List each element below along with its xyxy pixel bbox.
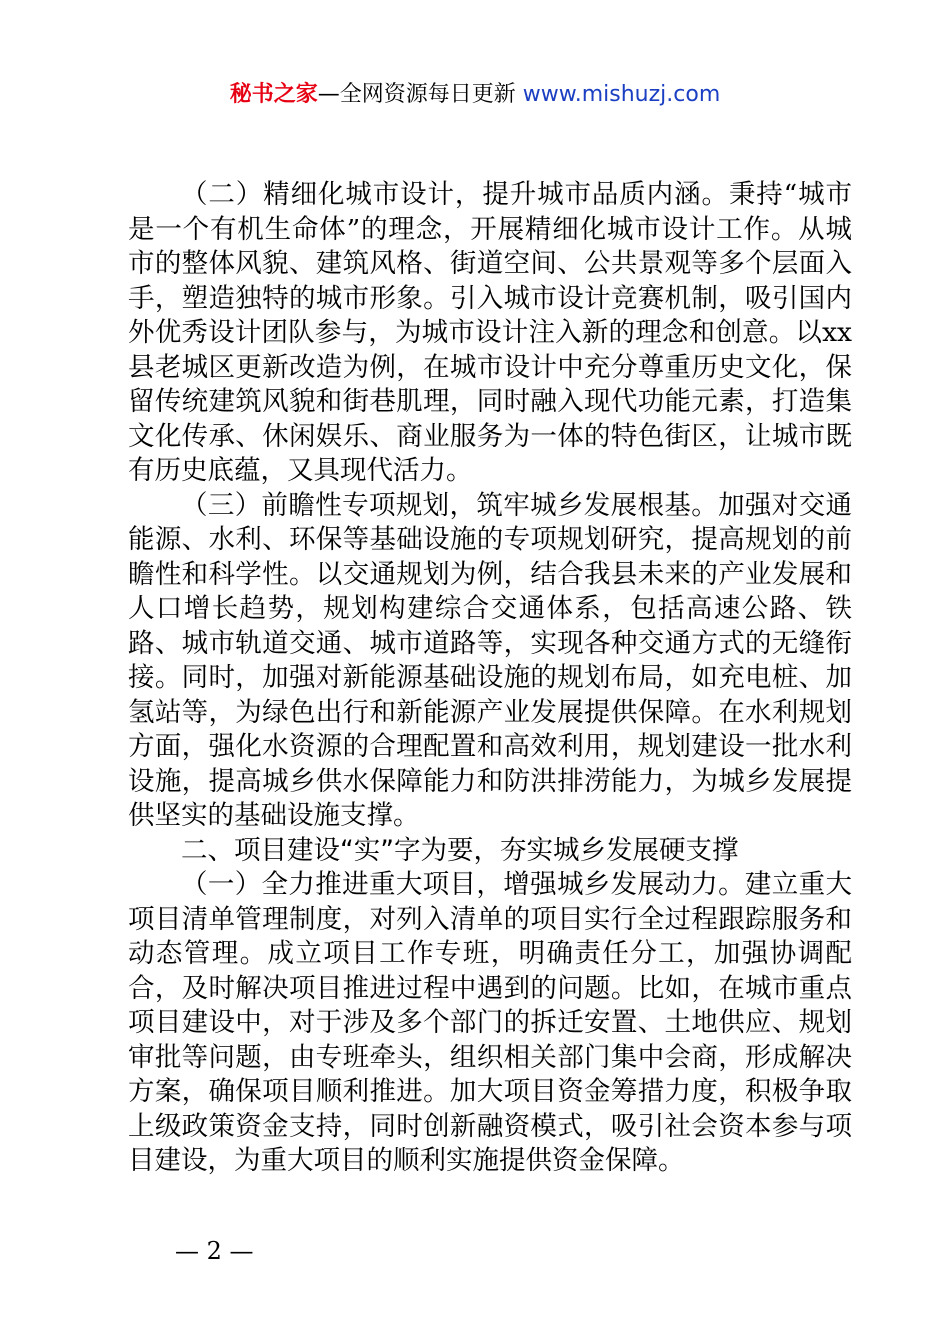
paragraph-major-projects: （一）全力推进重大项目，增强城乡发展动力。建立重大项目清单管理制度，对列入清单的项目实行全过程跟踪服务和动态管理。成立项目工作专班，明确责任分工，加强协调配合，及时解决项目推进过程中遇到的问题。比如，在城市重点项目建设中，对于涉及多个部门的拆迁安置、土地供应、规划审批等问题，由专班牵头，组织相关部门集中会商，形成解决方案，确保项目顺利推进。加大项目资金筹措力度，积极争取上级政策资金支持，同时创新融资模式，吸引社会资本参与项目建设，为重大项目的顺利实施提供资金保障。 <box>128 869 852 1176</box>
paragraph-urban-design: （二）精细化城市设计，提升城市品质内涵。秉持“城市是一个有机生命体”的理念，开展精细化城市设计工作。从城市的整体风貌、建筑风格、街道空间、公共景观等多个层面入手，塑造独特的城市形象。引入城市设计竞赛机制，吸引国内外优秀设计团队参与，为城市设计注入新的理念和创意。以xx县老城区更新改造为例，在城市设计中充分尊重历史文化，保留传统建筑风貌和街巷肌理，同时融入现代功能元素，打造集文化传承、休闲娱乐、商业服务为一体的特色街区，让城市既有历史底蕴，又具现代活力。 <box>128 179 852 486</box>
brand-name: 秘书之家 <box>229 82 318 107</box>
paragraph-special-planning: （三）前瞻性专项规划，筑牢城乡发展根基。加强对交通能源、水利、环保等基础设施的专项规划研究，提高规划的前瞻性和科学性。以交通规划为例，结合我县未来的产业发展和人口增长趋势，规划构建综合交通体系，包括高速公路、铁路、城市轨道交通、城市道路等，实现各种交通方式的无缝衔接。同时，加强对新能源基础设施的规划布局，如充电桩、加氢站等，为绿色出行和新能源产业发展提供保障。在水利规划方面，强化水资源的合理配置和高效利用，规划建设一批水利设施，提高城乡供水保障能力和防洪排涝能力，为城乡发展提供坚实的基础设施支撑。 <box>128 489 852 831</box>
banner-tagline: —全网资源每日更新 <box>317 82 523 107</box>
site-banner <box>0 80 950 110</box>
document-body <box>128 178 852 1179</box>
page-number: — 2 — <box>175 1237 254 1265</box>
section-heading: 二、项目建设“实”字为要，夯实城乡发展硬支撑 <box>181 834 739 866</box>
website-link[interactable]: www.mishuzj.com <box>522 82 721 107</box>
